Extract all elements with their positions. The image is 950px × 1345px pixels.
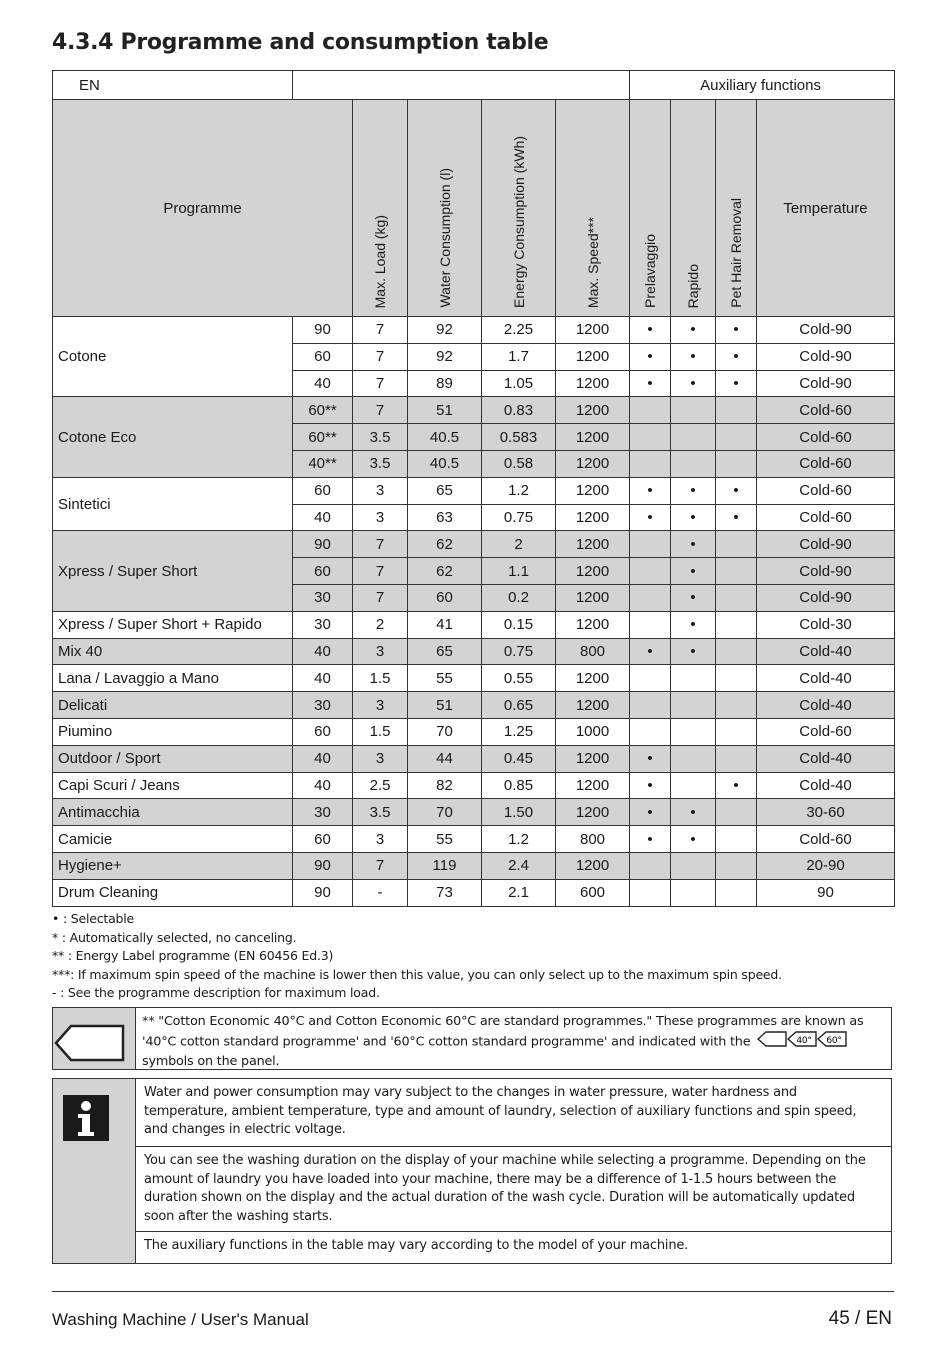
page-number: 45 / EN [828, 1308, 892, 1329]
pet-hair-cell [716, 852, 757, 879]
speed-cell: 1200 [556, 611, 630, 638]
pet-hair-cell [716, 558, 757, 585]
temp-cell: 40 [293, 745, 353, 772]
page-title: 4.3.4 Programme and consumption table [52, 30, 549, 55]
rapido-cell [671, 692, 716, 719]
water-cell: 65 [408, 477, 482, 504]
energy-cell: 1.1 [482, 558, 556, 585]
pet-hair-cell [716, 424, 757, 451]
load-cell: 7 [353, 852, 408, 879]
temp-cell: 60 [293, 558, 353, 585]
rapido-cell: • [671, 826, 716, 853]
load-cell: 7 [353, 343, 408, 370]
water-cell: 40.5 [408, 424, 482, 451]
temp-cell: 40 [293, 370, 353, 397]
energy-cell: 1.2 [482, 826, 556, 853]
energy-cell: 1.25 [482, 718, 556, 745]
temp-cell: 90 [293, 531, 353, 558]
temperature-range-cell: Cold-90 [757, 343, 895, 370]
programme-header: Programme [53, 100, 353, 317]
water-cell: 40.5 [408, 450, 482, 477]
water-cell: 55 [408, 826, 482, 853]
rapido-cell: • [671, 370, 716, 397]
legend-note: * : Automatically selected, no canceling. [52, 929, 297, 945]
programme-name: Capi Scuri / Jeans [53, 772, 293, 799]
temp-cell: 30 [293, 799, 353, 826]
rapido-cell [671, 879, 716, 906]
rapido-cell: • [671, 477, 716, 504]
prelavaggio-cell [630, 852, 671, 879]
programme-name: Outdoor / Sport [53, 745, 293, 772]
prelavaggio-cell: • [630, 772, 671, 799]
water-cell: 51 [408, 692, 482, 719]
load-cell: 7 [353, 317, 408, 344]
speed-cell: 1200 [556, 799, 630, 826]
load-cell: 7 [353, 531, 408, 558]
temperature-range-cell: Cold-40 [757, 745, 895, 772]
pet-hair-cell: • [716, 772, 757, 799]
load-cell: 3 [353, 826, 408, 853]
water-header: Water Consumption (l) [408, 100, 482, 317]
energy-cell: 0.75 [482, 638, 556, 665]
water-cell: 92 [408, 317, 482, 344]
programme-name: Cotone [53, 317, 293, 397]
temp-cell: 40 [293, 772, 353, 799]
speed-cell: 1200 [556, 397, 630, 424]
programme-name: Sintetici [53, 477, 293, 531]
temperature-range-cell: Cold-60 [757, 504, 895, 531]
load-cell: 3.5 [353, 799, 408, 826]
water-cell: 70 [408, 718, 482, 745]
programme-name: Lana / Lavaggio a Mano [53, 665, 293, 692]
programme-table [52, 70, 895, 907]
temp-cell: 30 [293, 692, 353, 719]
pet-hair-cell: • [716, 370, 757, 397]
energy-cell: 2 [482, 531, 556, 558]
pet-hair-cell: • [716, 317, 757, 344]
water-cell: 82 [408, 772, 482, 799]
speed-cell: 1200 [556, 477, 630, 504]
rapido-cell [671, 745, 716, 772]
programme-name: Xpress / Super Short + Rapido [53, 611, 293, 638]
load-cell: 7 [353, 370, 408, 397]
energy-cell: 1.50 [482, 799, 556, 826]
water-cell: 65 [408, 638, 482, 665]
load-cell: 3 [353, 745, 408, 772]
table-row [53, 638, 895, 665]
temperature-range-cell: Cold-60 [757, 718, 895, 745]
rapido-cell: • [671, 638, 716, 665]
temperature-range-cell: Cold-30 [757, 611, 895, 638]
temperature-range-cell: Cold-60 [757, 397, 895, 424]
load-cell: 2 [353, 611, 408, 638]
rapido-cell: • [671, 504, 716, 531]
speed-header: Max. Speed*** [556, 100, 630, 317]
rapido-cell: • [671, 343, 716, 370]
energy-cell: 1.7 [482, 343, 556, 370]
legend-note: ** : Energy Label programme (EN 60456 Ed.3) [52, 948, 334, 963]
speed-cell: 1200 [556, 531, 630, 558]
temperature-range-cell: Cold-90 [757, 584, 895, 611]
temp-cell: 90 [293, 317, 353, 344]
prelavaggio-cell [630, 718, 671, 745]
temp-cell: 90 [293, 879, 353, 906]
rapido-cell: • [671, 317, 716, 344]
legend-notes [52, 910, 782, 1003]
prelavaggio-cell [630, 611, 671, 638]
prelavaggio-cell: • [630, 799, 671, 826]
speed-cell: 1200 [556, 424, 630, 451]
prelavaggio-cell [630, 584, 671, 611]
water-cell: 63 [408, 504, 482, 531]
pet-hair-cell [716, 879, 757, 906]
legend-note: • : Selectable [52, 911, 135, 926]
load-cell: 3 [353, 504, 408, 531]
prelavaggio-cell [630, 450, 671, 477]
prelavaggio-cell: • [630, 370, 671, 397]
speed-cell: 1200 [556, 450, 630, 477]
pet-hair-cell: • [716, 343, 757, 370]
energy-cell: 0.583 [482, 424, 556, 451]
info-side-panel [53, 1079, 135, 1263]
prelavaggio-cell: • [630, 638, 671, 665]
load-cell: 2.5 [353, 772, 408, 799]
temp-cell: 60 [293, 826, 353, 853]
prelavaggio-cell: • [630, 343, 671, 370]
legend-note: - : See the programme description for maximum load. [52, 985, 380, 1000]
temperature-range-cell: Cold-90 [757, 370, 895, 397]
load-cell: - [353, 879, 408, 906]
prelavaggio-cell [630, 665, 671, 692]
load-cell: 7 [353, 397, 408, 424]
water-cell: 44 [408, 745, 482, 772]
table-row [53, 772, 895, 799]
aux-functions-header: Auxiliary functions [630, 71, 895, 100]
pet-hair-cell [716, 745, 757, 772]
load-cell: 1.5 [353, 665, 408, 692]
rapido-cell [671, 450, 716, 477]
temp-cell: 40** [293, 450, 353, 477]
table-row [53, 317, 895, 344]
table-row [53, 799, 895, 826]
energy-cell: 0.2 [482, 584, 556, 611]
table-row [53, 745, 895, 772]
energy-header: Energy Consumption (kWh) [482, 100, 556, 317]
table-row [53, 692, 895, 719]
programme-name: Hygiene+ [53, 852, 293, 879]
table-row [53, 611, 895, 638]
load-cell: 3 [353, 638, 408, 665]
speed-cell: 1200 [556, 370, 630, 397]
note-text-end: symbols on the panel. [142, 1054, 280, 1069]
water-cell: 41 [408, 611, 482, 638]
temp-cell: 40 [293, 504, 353, 531]
info-paragraph-consumption: Water and power consumption may vary subject to the changes in water pressure, water hardness and temperature, ambient temperature, type and amount of laundry, selection of auxiliary functions and spin speed, and changes in electric voltage. [135, 1079, 891, 1146]
temp-cell: 90 [293, 852, 353, 879]
programme-name: Cotone Eco [53, 397, 293, 477]
footer-divider [52, 1291, 894, 1292]
temp-cell: 60 [293, 718, 353, 745]
water-cell: 89 [408, 370, 482, 397]
speed-cell: 1000 [556, 718, 630, 745]
prelavaggio-cell: • [630, 477, 671, 504]
max-load-header: Max. Load (kg) [353, 100, 408, 317]
rapido-cell [671, 424, 716, 451]
energy-cell: 2.4 [482, 852, 556, 879]
speed-cell: 1200 [556, 584, 630, 611]
energy-cell: 1.05 [482, 370, 556, 397]
water-cell: 70 [408, 799, 482, 826]
prelavaggio-header: Prelavaggio [630, 100, 671, 317]
programme-name: Drum Cleaning [53, 879, 293, 906]
temperature-range-cell: Cold-40 [757, 692, 895, 719]
pet-hair-cell [716, 531, 757, 558]
energy-cell: 0.15 [482, 611, 556, 638]
water-cell: 73 [408, 879, 482, 906]
info-content [135, 1079, 891, 1263]
pet-hair-cell: • [716, 477, 757, 504]
speed-cell: 1200 [556, 343, 630, 370]
energy-cell: 1.2 [482, 477, 556, 504]
prelavaggio-cell [630, 879, 671, 906]
speed-cell: 1200 [556, 692, 630, 719]
legend-note: ***: If maximum spin speed of the machine is lower then this value, you can only select up to the maximum spin speed. [52, 966, 782, 982]
water-cell: 92 [408, 343, 482, 370]
load-cell: 3.5 [353, 424, 408, 451]
prelavaggio-cell: • [630, 745, 671, 772]
rapido-cell [671, 397, 716, 424]
symbol-60-label: 60° [826, 1036, 842, 1046]
rapido-header: Rapido [671, 100, 716, 317]
table-row [53, 718, 895, 745]
pet-hair-cell [716, 611, 757, 638]
temp-cell: 60 [293, 343, 353, 370]
temperature-range-cell: Cold-40 [757, 772, 895, 799]
temperature-range-cell: Cold-90 [757, 558, 895, 585]
programme-name: Piumino [53, 718, 293, 745]
water-cell: 55 [408, 665, 482, 692]
lang-label: EN [53, 71, 293, 100]
programme-name: Camicie [53, 826, 293, 853]
speed-cell: 800 [556, 638, 630, 665]
temperature-range-cell: 30-60 [757, 799, 895, 826]
table-row [53, 397, 895, 424]
table-row [53, 665, 895, 692]
temp-cell: 60 [293, 477, 353, 504]
prelavaggio-cell: • [630, 504, 671, 531]
temperature-range-cell: Cold-40 [757, 665, 895, 692]
energy-cell: 0.83 [482, 397, 556, 424]
table-row [53, 879, 895, 906]
programme-name: Delicati [53, 692, 293, 719]
load-cell: 3 [353, 692, 408, 719]
rapido-cell: • [671, 558, 716, 585]
table-body [53, 317, 895, 907]
pet-hair-cell [716, 692, 757, 719]
info-icon [53, 1087, 135, 1147]
note-side-panel [53, 1008, 135, 1069]
table-row [53, 531, 895, 558]
temperature-range-cell: Cold-60 [757, 424, 895, 451]
speed-cell: 1200 [556, 317, 630, 344]
speed-cell: 1200 [556, 558, 630, 585]
rapido-cell [671, 665, 716, 692]
programme-name: Mix 40 [53, 638, 293, 665]
info-paragraph-duration: You can see the washing duration on the display of your machine while selecting a programme. Depending on the amount of laundry you have loaded into your machine, there may be a difference of 1-1.5 hours between the duration shown on the display and the actual duration of the wash cycle. Duration will be automatically updated soon after the washing starts. [135, 1146, 891, 1231]
pet-hair-cell: • [716, 504, 757, 531]
rapido-cell: • [671, 799, 716, 826]
footer-manual-title: Washing Machine / User's Manual [52, 1310, 309, 1329]
temperature-range-cell: Cold-40 [757, 638, 895, 665]
prelavaggio-cell: • [630, 317, 671, 344]
temp-cell: 40 [293, 665, 353, 692]
pet-hair-cell [716, 397, 757, 424]
water-cell: 62 [408, 558, 482, 585]
pet-hair-cell [716, 665, 757, 692]
temperature-range-cell: Cold-60 [757, 450, 895, 477]
header-spacer [293, 71, 630, 100]
symbol-40-label: 40° [796, 1036, 812, 1046]
speed-cell: 1200 [556, 852, 630, 879]
rapido-cell [671, 718, 716, 745]
temp-cell: 30 [293, 584, 353, 611]
rapido-cell: • [671, 584, 716, 611]
speed-cell: 1200 [556, 745, 630, 772]
temperature-range-cell: Cold-60 [757, 826, 895, 853]
temp-cell: 40 [293, 638, 353, 665]
energy-cell: 0.75 [482, 504, 556, 531]
energy-cell: 0.65 [482, 692, 556, 719]
speed-cell: 1200 [556, 772, 630, 799]
speed-cell: 600 [556, 879, 630, 906]
temperature-range-cell: 90 [757, 879, 895, 906]
temp-cell: 30 [293, 611, 353, 638]
water-cell: 62 [408, 531, 482, 558]
energy-cell: 0.55 [482, 665, 556, 692]
prelavaggio-cell [630, 558, 671, 585]
load-cell: 1.5 [353, 718, 408, 745]
energy-cell: 0.45 [482, 745, 556, 772]
info-box [52, 1078, 892, 1264]
temperature-range-cell: Cold-90 [757, 531, 895, 558]
table-row [53, 826, 895, 853]
programme-name: Antimacchia [53, 799, 293, 826]
info-paragraph-auxiliary: The auxiliary functions in the table may vary according to the model of your machine. [135, 1231, 891, 1263]
temperature-range-cell: 20-90 [757, 852, 895, 879]
table-row [53, 477, 895, 504]
energy-cell: 0.85 [482, 772, 556, 799]
speed-cell: 1200 [556, 504, 630, 531]
pet-hair-cell [716, 826, 757, 853]
load-cell: 3.5 [353, 450, 408, 477]
rapido-cell [671, 852, 716, 879]
pet-hair-cell [716, 450, 757, 477]
temp-cell: 60** [293, 397, 353, 424]
prelavaggio-cell [630, 424, 671, 451]
temperature-range-cell: Cold-90 [757, 317, 895, 344]
energy-cell: 0.58 [482, 450, 556, 477]
water-cell: 119 [408, 852, 482, 879]
prelavaggio-cell: • [630, 826, 671, 853]
table-row [53, 852, 895, 879]
load-cell: 3 [353, 477, 408, 504]
programme-name: Xpress / Super Short [53, 531, 293, 611]
water-cell: 51 [408, 397, 482, 424]
prelavaggio-cell [630, 531, 671, 558]
cotton-standard-symbols [756, 1031, 848, 1053]
note-content [135, 1008, 891, 1069]
rapido-cell: • [671, 611, 716, 638]
speed-cell: 1200 [556, 665, 630, 692]
load-cell: 7 [353, 558, 408, 585]
temperature-header: Temperature [757, 100, 895, 317]
pet-hair-cell [716, 718, 757, 745]
rapido-cell: • [671, 531, 716, 558]
energy-label-note-box [52, 1007, 892, 1070]
prelavaggio-cell [630, 397, 671, 424]
speed-cell: 800 [556, 826, 630, 853]
temperature-range-cell: Cold-60 [757, 477, 895, 504]
prelavaggio-cell [630, 692, 671, 719]
note-text: ** "Cotton Economic 40°C and Cotton Economic 60°C are standard programmes." These programmes are known as '40°C cotton standard programme' and '60°C cotton standard programme' and indicated with the [142, 1014, 864, 1050]
pet-hair-cell [716, 584, 757, 611]
pet-hair-header: Pet Hair Removal [716, 100, 757, 317]
temp-cell: 60** [293, 424, 353, 451]
load-cell: 7 [353, 584, 408, 611]
water-cell: 60 [408, 584, 482, 611]
note-tag-icon [53, 1008, 135, 1069]
energy-cell: 2.25 [482, 317, 556, 344]
pet-hair-cell [716, 638, 757, 665]
rapido-cell [671, 772, 716, 799]
pet-hair-cell [716, 799, 757, 826]
energy-cell: 2.1 [482, 879, 556, 906]
